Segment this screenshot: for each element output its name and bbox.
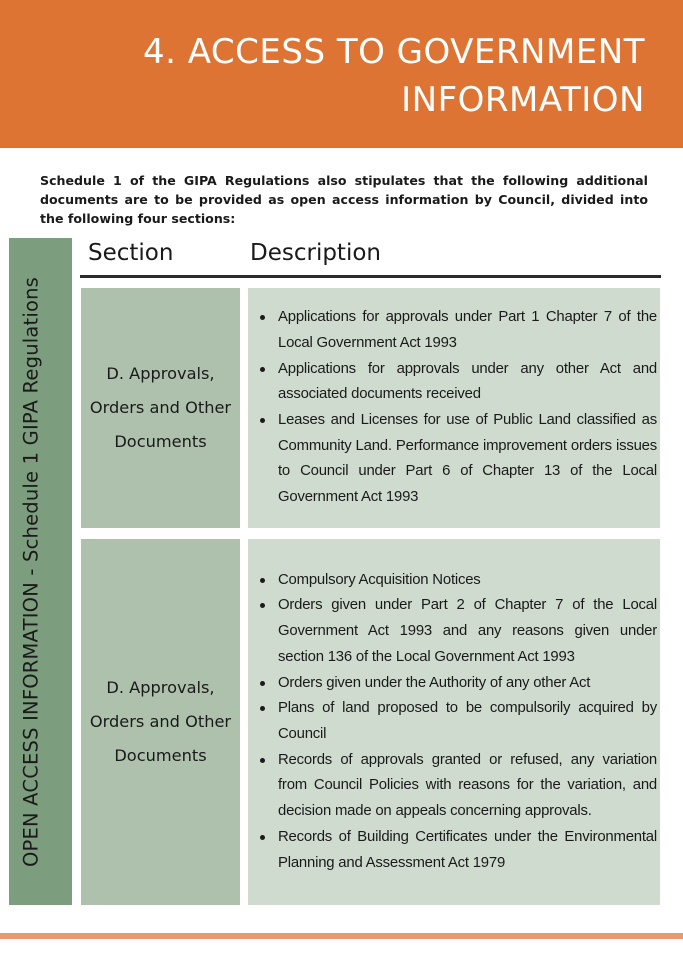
list-item: Orders given under Part 2 of Chapter 7 of the Local Government Act 1993 and any reasons given under section 136 of the Local Government Act 1993 [256, 593, 657, 670]
list-item: Orders given under the Authority of any other Act [256, 671, 657, 697]
description-list-row-2 [256, 568, 657, 876]
list-item: Records of approvals granted or refused, any variation from Council Policies with reasons for the variation, and decision made on appeals concerning approvals. [256, 748, 657, 825]
page-title [45, 28, 645, 124]
section-cell-row-1: D. Approvals, Orders and Other Documents [81, 288, 240, 528]
list-item: Applications for approvals under any other Act and associated documents received [256, 357, 657, 408]
section-cell-row-2: D. Approvals, Orders and Other Documents [81, 539, 240, 905]
page-title-line-2: INFORMATION [401, 80, 645, 120]
column-header-section: Section [88, 240, 174, 266]
list-item: Records of Building Certificates under the Environmental Planning and Assessment Act 1979 [256, 825, 657, 876]
header-banner [0, 0, 683, 148]
header-divider [80, 275, 661, 278]
description-list-row-1 [256, 305, 657, 511]
description-cell-row-2 [248, 539, 660, 905]
list-item: Leases and Licenses for use of Public Land classified as Community Land. Performance improvement orders issues to Council under Part 6 of Chapter 13 of the Local Government Act 1993 [256, 408, 657, 511]
column-header-description: Description [250, 240, 381, 266]
side-label-text: OPEN ACCESS INFORMATION - Schedule 1 GIPA Regulations [19, 276, 43, 868]
intro-paragraph: Schedule 1 of the GIPA Regulations also stipulates that the following additional documents are to be provided as open access information by Council, divided into the following four sections: [40, 173, 648, 226]
list-item: Plans of land proposed to be compulsorily acquired by Council [256, 696, 657, 747]
description-cell-row-1 [248, 288, 660, 528]
page-title-line-1: 4. ACCESS TO GOVERNMENT [142, 32, 645, 72]
list-item: Applications for approvals under Part 1 Chapter 7 of the Local Government Act 1993 [256, 305, 657, 356]
list-item: Compulsory Acquisition Notices [256, 568, 657, 594]
footer-divider [0, 933, 683, 939]
